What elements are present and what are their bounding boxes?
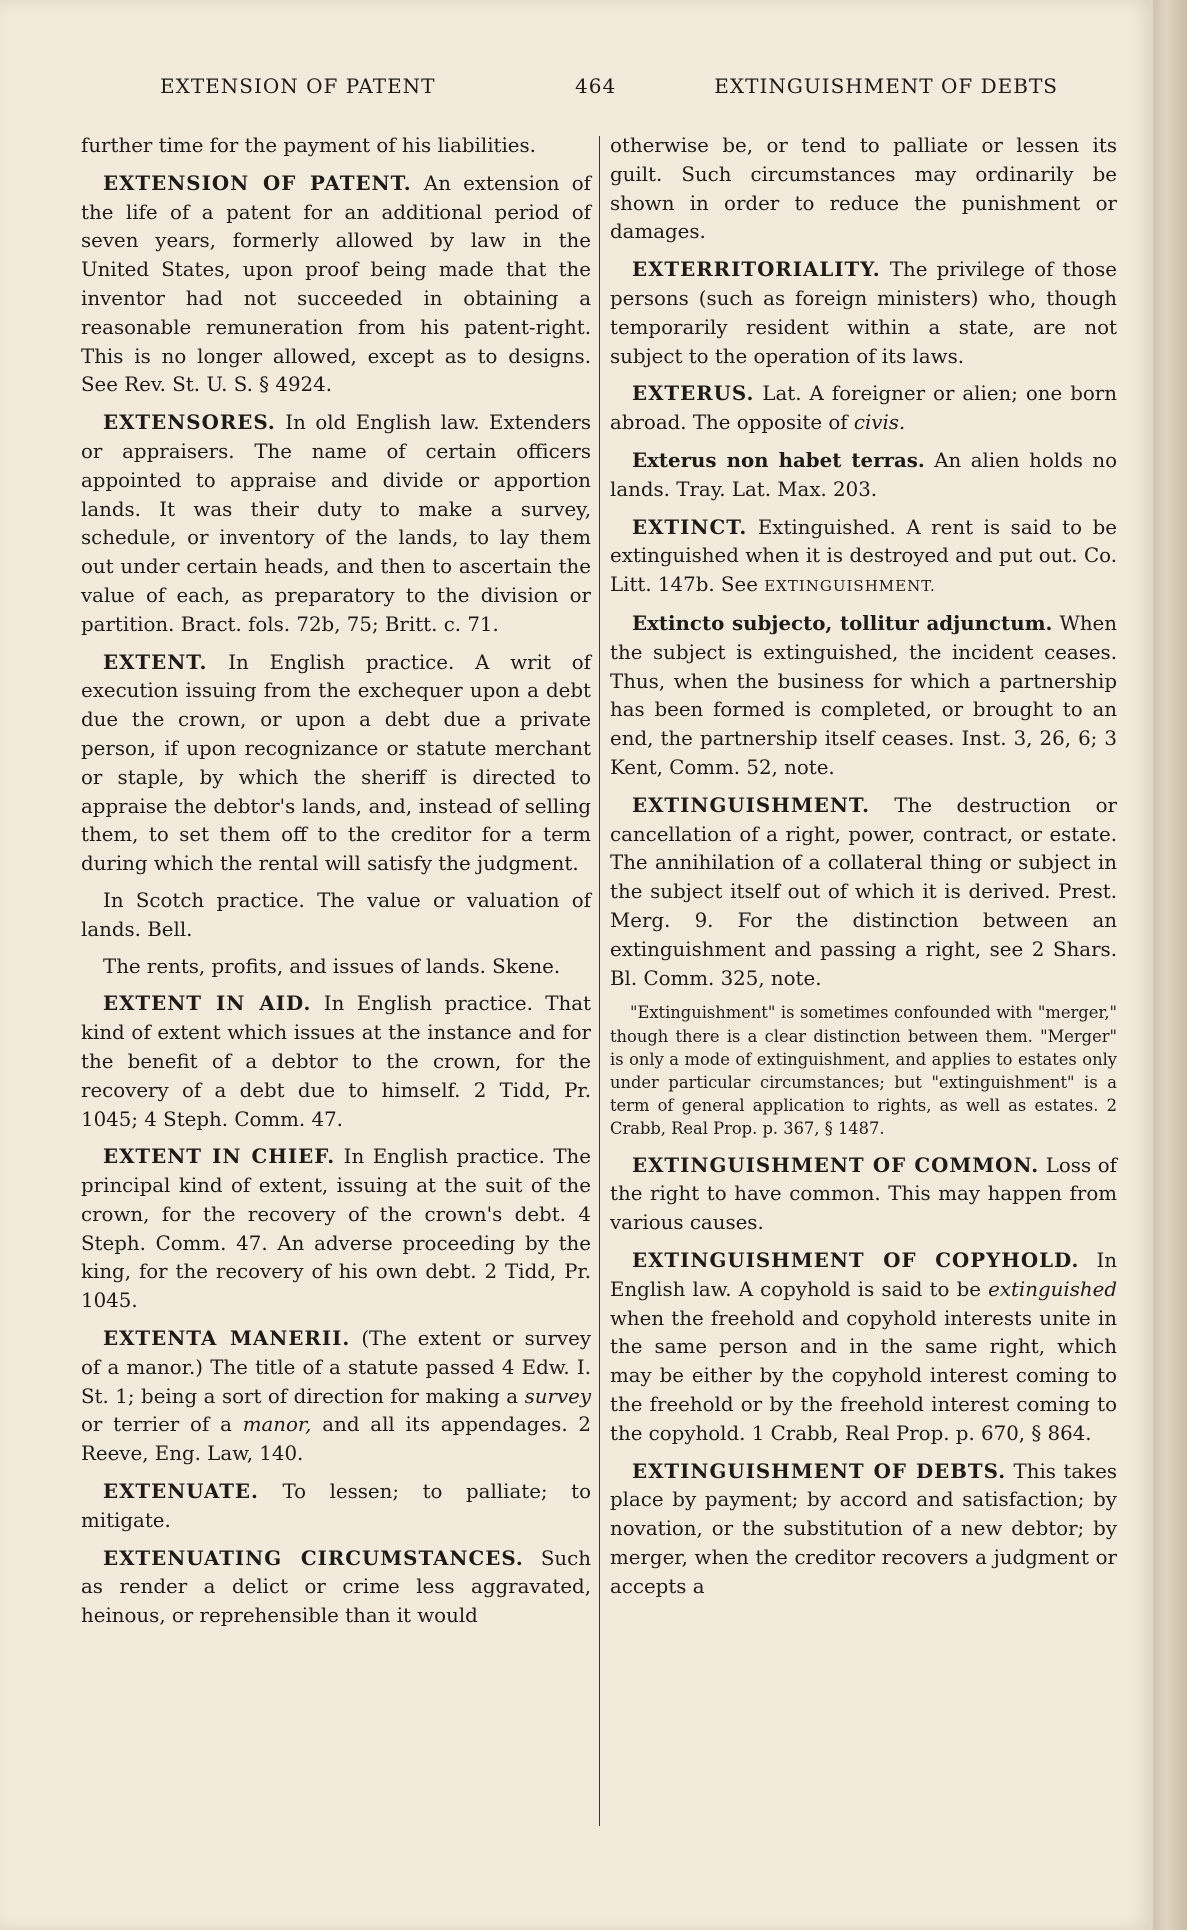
entry-extincto-maxim: [610, 609, 1117, 783]
entry-exterus: EXTERUS. Lat. A foreigner or alien; one born abroad. The opposite of civis.: [610, 381, 1117, 435]
header-right-guide-word: EXTINGUISHMENT OF DEBTS: [714, 74, 1058, 98]
definition: The destruction or cancellation of a right, power, contract, or estate. The annihilation of a collateral thing or subject in the subject itself out of which it is derived. Prest. Merg. 9. For the distinction between an extinguishment and passing a right, see 2 Shars. Bl. Comm. 325, note.: [610, 793, 1117, 990]
cross-reference: EXTINGUISHMENT.: [764, 577, 936, 596]
maxim: Extincto subjecto, tollitur adjunctum.: [632, 610, 1053, 635]
entry-exterus-maxim: [610, 446, 1117, 505]
entry-extent: [81, 648, 591, 879]
entry-extensores: [81, 408, 591, 639]
entry-continuation: further time for the payment of his liabilities.: [81, 134, 536, 157]
entry-extent-in-aid: [81, 989, 591, 1134]
definition: In English practice. A writ of execution issuing from the exchequer upon a debt due the crown, or upon a debt due a private person, if upon recognizance or statute merchant or staple, by which the sheriff is directed to appraise the debtor's lands, and, instead of selling them, to set them off to the creditor for a term during which the rental will satisfy the judgment.: [81, 650, 591, 876]
column-rule: [599, 136, 600, 1826]
entry-extinguishment: [610, 791, 1117, 994]
entry-extent-rents: The rents, profits, and issues of lands. Skene.: [103, 954, 561, 978]
definition: An extension of the life of a patent for an additional period of seven years, formerly allowed by law in the United States, upon proof being made that the inventor had not succeeded in obtaining a reasonable remuneration from his patent-right. This is no longer allowed, except as to designs. See Rev. St. U. S. § 4924.: [81, 171, 591, 397]
left-column: [81, 132, 591, 1639]
entry-extension-of-patent: [81, 169, 591, 400]
entry-extent-in-chief: [81, 1142, 591, 1316]
headword: EXTENT IN AID.: [103, 991, 312, 1016]
entry-extinguishment-of-debts: [610, 1457, 1117, 1602]
extinguishment-note: "Extinguishment" is sometimes confounded with "merger," though there is a clear distinction between them. "Merger" is only a mode of extinguishment, and applies to estates only under particular circumstances; but "extinguishment" is a term of general application to rights, as well as estates. 2 Crabb, Real Prop. p. 367, § 1487.: [610, 1003, 1117, 1139]
definition: In English practice. The principal kind of extent, issuing at the suit of the crown, for the recovery of the crown's debt. 4 Steph. Comm. 47. An adverse proceeding by the king, for the recovery of his own debt. 2 Tidd, Pr. 1045.: [81, 1145, 591, 1313]
entry-extenuating-circumstances: [81, 1544, 591, 1631]
headword: EXTINGUISHMENT OF COMMON.: [632, 1152, 1040, 1177]
entry-extenta-manerii: EXTENTA MANERII. (The extent or survey of a manor.) The title of a statute passed 4 Edw. I. St. 1; being a sort of direction for making a survey or terrier of a manor, and all its appendages. 2 Reeve, Eng. Law, 140.: [81, 1326, 591, 1466]
entry-continuation: otherwise be, or tend to palliate or lessen its guilt. Such circumstances may ordinarily be shown in order to reduce the punishment or damages.: [610, 134, 1117, 244]
headword: EXTINGUISHMENT.: [632, 792, 870, 817]
headword: EXTERUS.: [632, 381, 755, 406]
headword: EXTENSORES.: [103, 410, 276, 435]
entry-exterritoriality: [610, 255, 1117, 371]
header-left-guide-word: EXTENSION OF PATENT: [160, 74, 436, 98]
headword: EXTERRITORIALITY.: [632, 257, 881, 282]
definition: This takes place by payment; by accord and satisfaction; by novation, or the substitution of a new debtor; by merger, when the creditor recovers a judgment or accepts a: [610, 1459, 1117, 1598]
definition: In English practice. That kind of extent which issues at the instance and for the benefit of a debtor to the crown, for the recovery of a debt due to himself. 2 Tidd, Pr. 1045; 4 Steph. Comm. 47.: [81, 992, 591, 1131]
definition: An alien holds no lands. Tray. Lat. Max. 203.: [610, 448, 1117, 501]
entry-extent-scotch: In Scotch practice. The value or valuation of lands. Bell.: [81, 888, 591, 941]
headword: EXTENUATE.: [103, 1479, 259, 1504]
book-binding-edge: [1153, 0, 1187, 1930]
definition: Such as render a delict or crime less aggravated, heinous, or reprehensible than it would: [81, 1546, 591, 1628]
headword: EXTINCT.: [632, 514, 748, 539]
headword: EXTENUATING CIRCUMSTANCES.: [103, 1545, 524, 1570]
headword: EXTENT IN CHIEF.: [103, 1144, 336, 1169]
right-column: [610, 132, 1117, 1609]
headword: EXTINGUISHMENT OF COPYHOLD.: [632, 1247, 1080, 1272]
headword: EXTENTA MANERII.: [103, 1326, 351, 1351]
entry-extinct: EXTINCT. Extinguished. A rent is said to be extinguished when it is destroyed and put out. Co. Litt. 147b. See EXTINGUISHMENT.: [610, 514, 1117, 597]
entry-extinguishment-of-copyhold: EXTINGUISHMENT OF COPYHOLD. In English law. A copyhold is said to be extinguished when the freehold and copyhold interests unite in the same person and in the same right, which may be either by the copyhold interest coming to the freehold or by the freehold interest coming to the copyhold. 1 Crabb, Real Prop. p. 670, § 864.: [610, 1247, 1118, 1445]
entry-extenuate: [81, 1477, 591, 1536]
definition: To lessen; to palliate; to mitigate.: [81, 1480, 591, 1532]
entry-extinguishment-of-common: [610, 1151, 1117, 1238]
headword: EXTENSION OF PATENT.: [103, 170, 412, 195]
definition: Loss of the right to have common. This may happen from various causes.: [610, 1153, 1117, 1235]
maxim: Exterus non habet terras.: [632, 447, 925, 472]
definition: The privilege of those persons (such as foreign ministers) who, though temporarily resident within a state, are not subject to the operation of its laws.: [610, 258, 1117, 368]
definition: When the subject is extinguished, the incident ceases. Thus, when the business for which a partnership has been formed is completed, or brought to an end, the partnership itself ceases. Inst. 3, 26, 6; 3 Kent, Comm. 52, note.: [610, 611, 1118, 779]
page-number: 464: [575, 74, 617, 98]
headword: EXTENT.: [103, 649, 208, 674]
definition: In old English law. Extenders or appraisers. The name of certain officers appointed to appraise and divide or apportion lands. It was their duty to make a survey, schedule, or inventory of the lands, to lay them out under certain heads, and then to ascertain the value of each, as preparatory to the division or partition. Bract. fols. 72b, 75; Britt. c. 71.: [81, 411, 591, 636]
headword: EXTINGUISHMENT OF DEBTS.: [632, 1458, 1007, 1483]
running-header: [160, 74, 1058, 104]
